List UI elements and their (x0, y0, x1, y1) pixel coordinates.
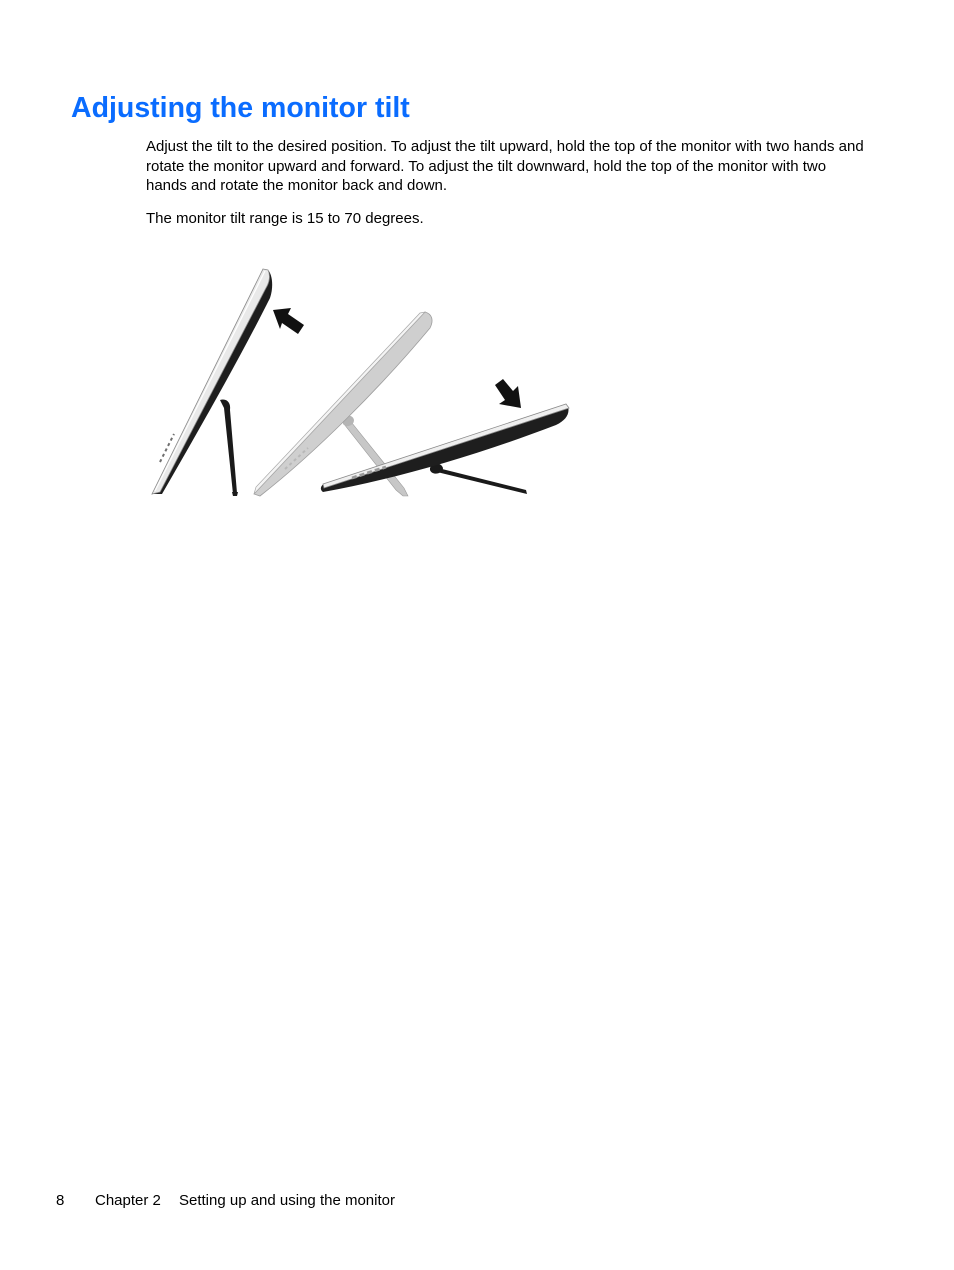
chapter-title: Setting up and using the monitor (179, 1192, 395, 1209)
monitor-reclined (321, 404, 569, 494)
tilt-up-arrow-icon (273, 308, 304, 334)
monitor-upright (152, 269, 272, 496)
tilt-instructions-paragraph: Adjust the tilt to the desired position. To adjust the tilt upward, hold the top of the monitor with two hands and rotate the monitor upward and forward. To adjust the tilt downward, hold the top of the monitor with two hands and rotate the monitor back and down. (146, 138, 864, 194)
chapter-label: Chapter 2 (95, 1192, 161, 1209)
monitor-reclined-stand (437, 468, 527, 494)
page-title: Adjusting the monitor tilt (71, 92, 410, 124)
monitor-upright-stand (220, 400, 237, 494)
monitor-upright-edge-highlight (155, 271, 265, 491)
tilt-range-paragraph: The monitor tilt range is 15 to 70 degrees. (146, 210, 424, 227)
monitor-upright-foot (232, 492, 238, 496)
page-number: 8 (56, 1192, 65, 1209)
tilt-down-arrow-icon (495, 379, 521, 408)
monitor-upright-bezel (152, 269, 269, 494)
monitor-tilt-illustration (140, 258, 580, 504)
